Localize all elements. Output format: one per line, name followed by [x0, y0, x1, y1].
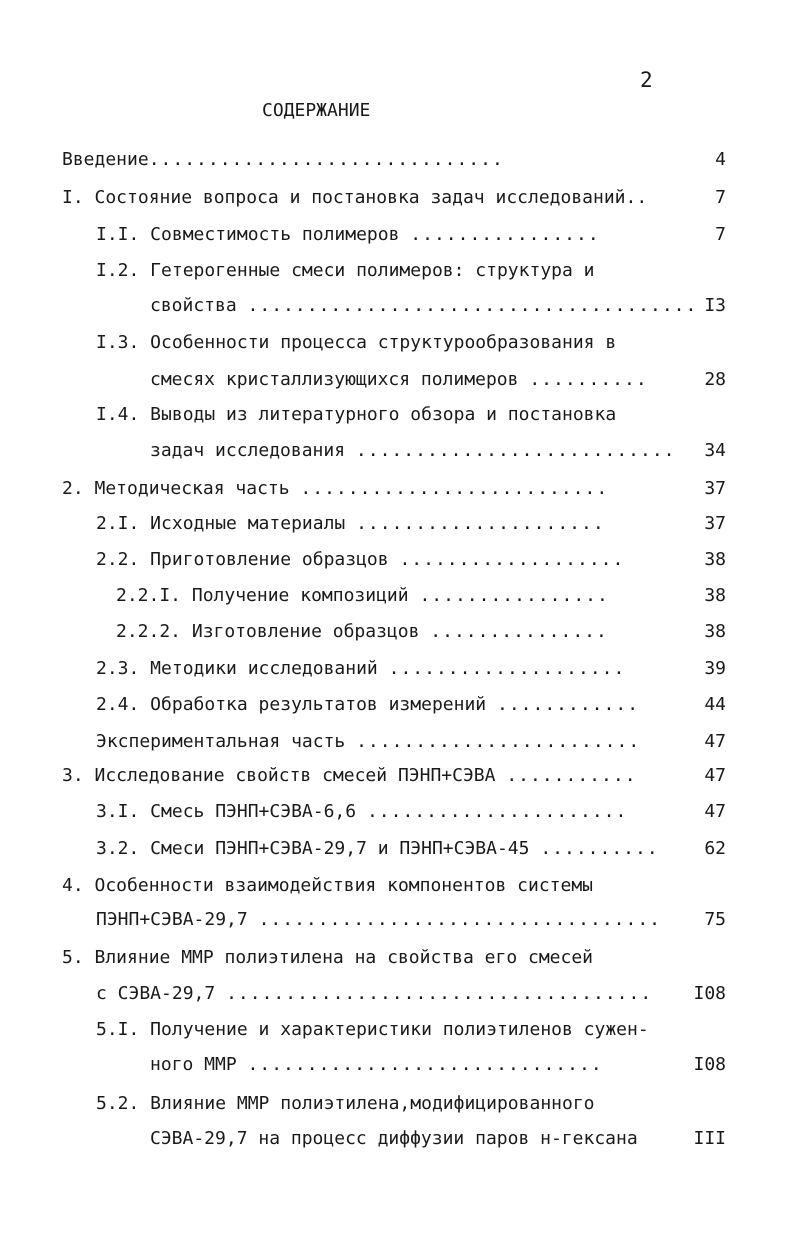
toc-page-number: 37: [704, 513, 726, 534]
toc-page-number: 62: [704, 838, 726, 859]
toc-leader-dots: ...........................: [355, 440, 676, 461]
toc-entry-2-2-1[interactable]: [116, 582, 726, 610]
toc-page-number: 28: [704, 369, 726, 390]
toc-entry-chapter-4[interactable]: [62, 872, 726, 900]
toc-entry-text: I. Состояние вопроса и постановка задач исследований..: [62, 187, 648, 208]
toc-page-number: III: [693, 1128, 726, 1149]
toc-entry-chapter-3[interactable]: [62, 762, 726, 790]
toc-entry-text: задач исследования: [150, 440, 346, 461]
toc-leader-dots: ............: [496, 694, 640, 715]
toc-entry-1-3-cont[interactable]: [150, 366, 726, 394]
toc-page-number: I08: [693, 1054, 726, 1075]
toc-entry-text: 2.2. Приготовление образцов: [96, 549, 389, 570]
toc-entry-3-2[interactable]: [96, 835, 726, 863]
toc-page-number: 38: [704, 585, 726, 606]
toc-entry-text: 2. Методическая часть: [62, 478, 290, 499]
toc-entry-2-3[interactable]: [96, 655, 726, 683]
toc-entry-text: 3.I. Смесь ПЭНП+СЭВА-6,6: [96, 801, 357, 822]
toc-entry-chapter-5[interactable]: [62, 944, 726, 972]
toc-leader-dots: ................: [419, 585, 609, 606]
toc-entry-text: 2.4. Обработка результатов измерений: [96, 694, 487, 715]
toc-entry-text: 5.I. Получение и характеристики полиэтиленов сужен-: [96, 1019, 649, 1040]
toc-entry-text: 5.2. Влияние ММР полиэтилена,модифицированного: [96, 1093, 595, 1114]
toc-page-number: 39: [704, 658, 726, 679]
toc-entry-text: 3.2. Смеси ПЭНП+СЭВА-29,7 и ПЭНП+СЭВА-45: [96, 838, 530, 859]
toc-page-number: 7: [715, 224, 726, 245]
toc-entry-text: 2.2.2. Изготовление образцов: [116, 621, 420, 642]
toc-entry-text: 2.3. Методики исследований: [96, 658, 378, 679]
toc-leader-dots: ..........................: [300, 478, 609, 499]
toc-entry-chapter-1[interactable]: [62, 184, 726, 212]
toc-entry-text: Введение: [62, 149, 149, 170]
toc-page-number: I08: [693, 983, 726, 1004]
toc-entry-text: смесях кристаллизующихся полимеров: [150, 369, 519, 390]
toc-entry-5-2-cont[interactable]: [150, 1125, 726, 1153]
toc-entry-1-4-cont[interactable]: [150, 437, 726, 465]
toc-entry-5-1-cont[interactable]: [150, 1051, 726, 1079]
toc-page-number: 7: [715, 187, 726, 208]
toc-page-number: 34: [704, 440, 726, 461]
toc-entry-text: I.2. Гетерогенные смеси полимеров: структура и: [96, 260, 595, 281]
toc-page-number: 44: [704, 694, 726, 715]
toc-page-number: 38: [704, 621, 726, 642]
toc-leader-dots: ................: [410, 224, 600, 245]
toc-leader-dots: ......................: [366, 801, 628, 822]
toc-leader-dots: ...............: [430, 621, 608, 642]
page-title: СОДЕРЖАНИЕ: [262, 100, 371, 121]
toc-page-number: 47: [704, 765, 726, 786]
toc-entry-1-2-cont[interactable]: [150, 292, 726, 320]
toc-entry-text: СЭВА-29,7 на процесс диффузии паров н-гексана: [150, 1128, 638, 1149]
toc-entry-experimental[interactable]: [96, 728, 726, 756]
toc-leader-dots: ....................: [388, 658, 626, 679]
toc-leader-dots: ........................: [356, 731, 641, 752]
toc-leader-dots: ...........: [506, 765, 637, 786]
toc-entry-text: ПЭНП+СЭВА-29,7: [96, 909, 248, 930]
toc-entry-text: с СЭВА-29,7: [96, 983, 216, 1004]
toc-entry-chapter-5-cont[interactable]: [96, 980, 726, 1008]
toc-entry-2-2-2[interactable]: [116, 618, 726, 646]
toc-entry-2-1[interactable]: [96, 510, 726, 538]
toc-page-number: I3: [704, 295, 726, 316]
toc-leader-dots: ..........: [540, 838, 659, 859]
toc-entry-text: I.3. Особенности процесса структурообразования в: [96, 332, 617, 353]
toc-entry-1-4[interactable]: [96, 401, 726, 429]
toc-entry-1-3[interactable]: [96, 329, 726, 357]
toc-entry-introduction[interactable]: [62, 146, 726, 174]
toc-leader-dots: ..............................: [247, 1054, 603, 1075]
toc-page-number: 37: [704, 478, 726, 499]
toc-entry-3-1[interactable]: [96, 798, 726, 826]
toc-entry-1-1[interactable]: [96, 221, 726, 249]
toc-entry-chapter-4-cont[interactable]: [96, 906, 726, 934]
toc-page-number: 75: [704, 909, 726, 930]
toc-entry-text: 4. Особенности взаимодействия компонентов системы: [62, 875, 594, 896]
toc-entry-text: 2.2.I. Получение композиций: [116, 585, 409, 606]
toc-entry-2-2[interactable]: [96, 546, 726, 574]
toc-entry-2-4[interactable]: [96, 691, 726, 719]
toc-entry-5-1[interactable]: [96, 1016, 726, 1044]
toc-leader-dots: ..................................: [258, 909, 662, 930]
page-number: 2: [640, 68, 653, 92]
toc-entry-1-2[interactable]: [96, 257, 726, 285]
toc-entry-5-2[interactable]: [96, 1090, 726, 1118]
toc-leader-dots: .....................: [356, 513, 605, 534]
toc-page-number: 38: [704, 549, 726, 570]
toc-page-number: 47: [704, 801, 726, 822]
toc-page-number: 4: [715, 149, 726, 170]
toc-leader-dots: ....................................: [226, 983, 653, 1004]
toc-entry-text: 5. Влияние ММР полиэтилена на свойства его смесей: [62, 947, 594, 968]
toc-entry-chapter-2[interactable]: [62, 475, 726, 503]
toc-leader-dots: ...................: [399, 549, 625, 570]
toc-entry-text: 3. Исследование свойств смесей ПЭНП+СЭВА: [62, 765, 496, 786]
toc-entry-text: I.I. Совместимость полимеров: [96, 224, 400, 245]
toc-leader-dots: ......................................: [247, 295, 698, 316]
toc-entry-text: Экспериментальная часть: [96, 731, 346, 752]
toc-entry-text: I.4. Выводы из литературного обзора и постановка: [96, 404, 617, 425]
toc-leader-dots: ..............................: [148, 149, 504, 170]
toc-entry-text: ного ММР: [150, 1054, 237, 1075]
toc-entry-text: свойства: [150, 295, 237, 316]
toc-page-number: 47: [704, 731, 726, 752]
toc-entry-text: 2.I. Исходные материалы: [96, 513, 346, 534]
toc-leader-dots: ..........: [529, 369, 648, 390]
